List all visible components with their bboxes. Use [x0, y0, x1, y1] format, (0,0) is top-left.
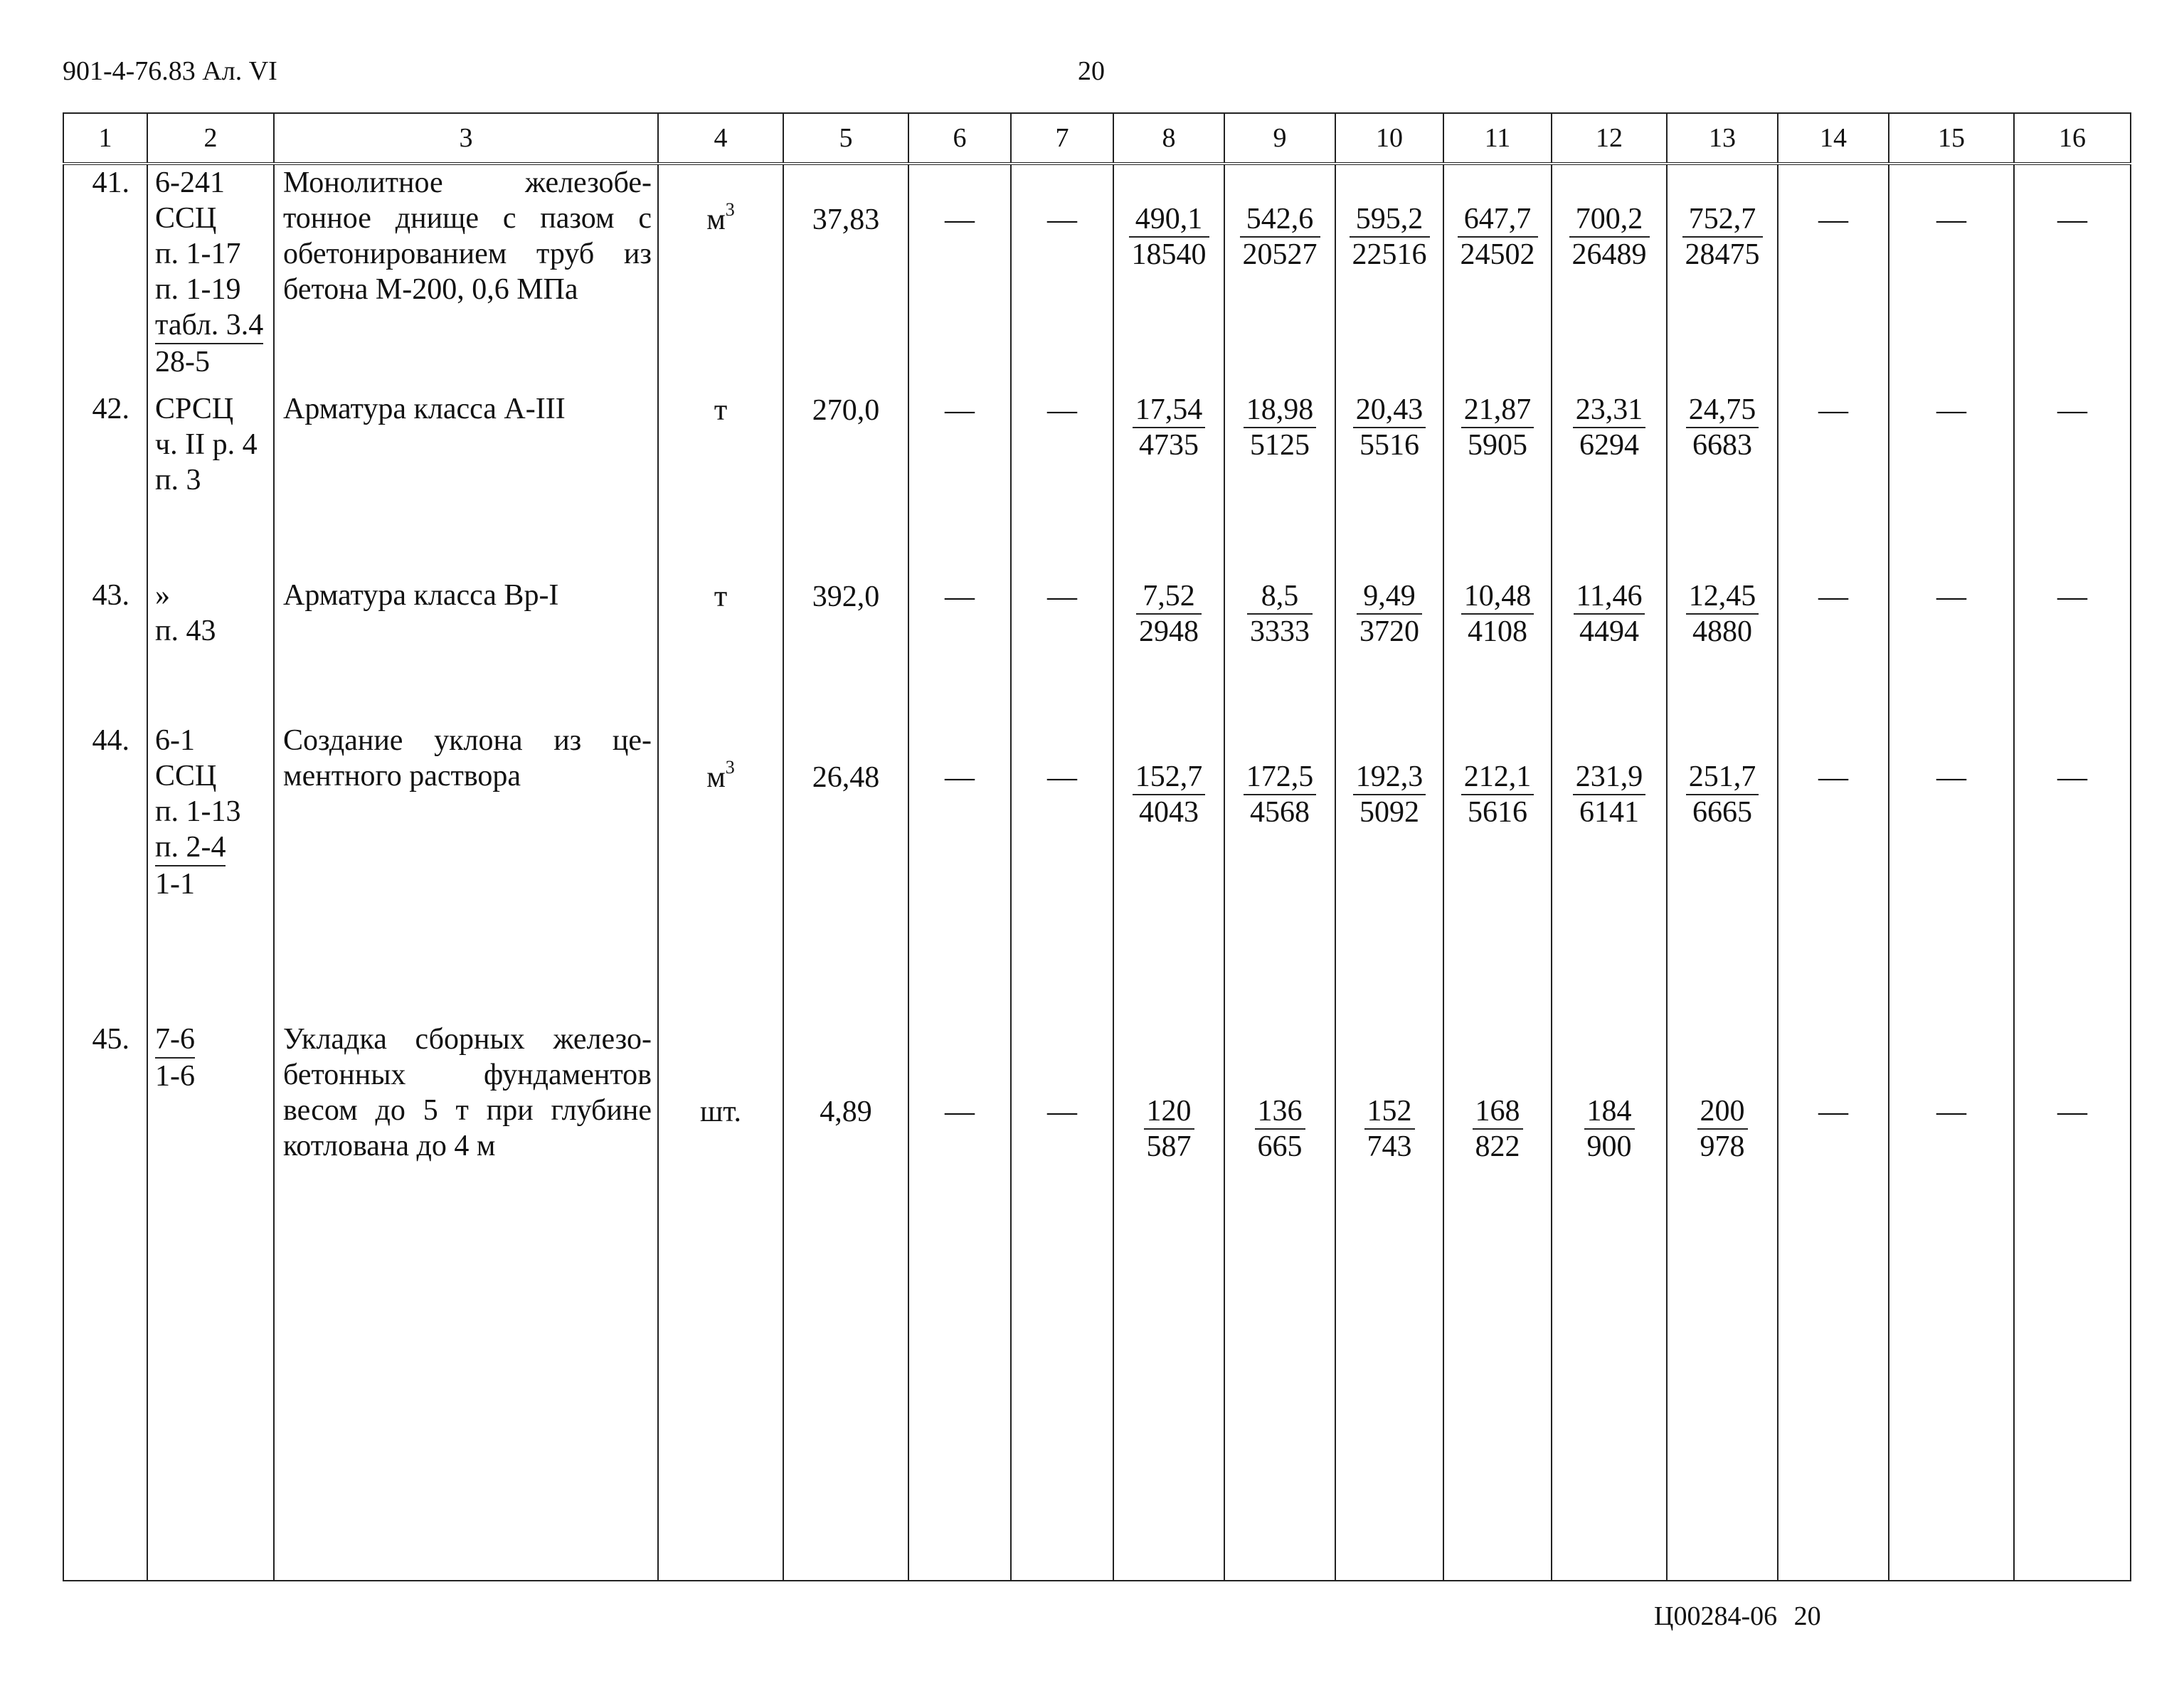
dash-cell: —: [908, 1022, 1011, 1581]
row-number: 42.: [63, 391, 147, 578]
value-fraction: [1255, 1094, 1305, 1164]
value-numerator: 595,2: [1350, 202, 1430, 238]
value-denominator: 6683: [1692, 429, 1752, 462]
description-line: Арматура класса Вр-I: [283, 579, 559, 612]
dash-cell: —: [2014, 391, 2131, 578]
unit-text: т: [714, 394, 728, 427]
value-denominator: 822: [1475, 1130, 1520, 1163]
description-line: обетонированием труб из: [283, 238, 652, 270]
row-number: 41.: [63, 164, 147, 391]
value-denominator: 4880: [1692, 615, 1752, 648]
column-header: 5: [783, 113, 908, 164]
value-numerator: 11,46: [1574, 579, 1645, 615]
description-cell: [274, 578, 658, 723]
value-cell: [1552, 723, 1667, 1022]
value-cell: [1552, 164, 1667, 391]
row-number: 44.: [63, 723, 147, 1022]
value-denominator: 4735: [1139, 429, 1199, 462]
value-numerator: 752,7: [1682, 202, 1763, 238]
value-numerator: 152,7: [1133, 760, 1206, 795]
dash-cell: —: [2014, 578, 2131, 723]
value-fraction: [1573, 393, 1646, 462]
value-numerator: 200: [1697, 1094, 1748, 1130]
dash-cell: —: [1889, 164, 2014, 391]
column-header: 10: [1335, 113, 1443, 164]
reference-cell: [147, 164, 274, 391]
value-cell: [1113, 164, 1224, 391]
dash-cell: —: [1778, 723, 1889, 1022]
value-fraction: [1461, 393, 1534, 462]
value-numerator: 8,5: [1247, 579, 1313, 615]
description-line: ментного раствора: [283, 760, 521, 792]
value-cell: [1443, 723, 1552, 1022]
page-number: 20: [1078, 56, 1105, 86]
value-fraction: [1129, 202, 1209, 272]
column-header: 1: [63, 113, 147, 164]
reference-line: 6-1: [155, 724, 195, 757]
reference-line: п. 1-13: [155, 795, 241, 828]
value-numerator: 24,75: [1686, 393, 1759, 428]
document-code: 901-4-76.83 Ал. VI: [63, 56, 277, 86]
description-cell: [274, 391, 658, 578]
column-header: 8: [1113, 113, 1224, 164]
quantity-cell: 4,89: [783, 1022, 908, 1581]
value-fraction: [1136, 579, 1202, 649]
column-header: 11: [1443, 113, 1552, 164]
quantity-cell: 270,0: [783, 391, 908, 578]
value-fraction: [1350, 202, 1430, 272]
description-line: Создание уклона из це-: [283, 724, 652, 757]
value-denominator: 3720: [1359, 615, 1419, 648]
value-cell: [1443, 578, 1552, 723]
value-fraction: [1247, 579, 1313, 649]
table-row: [63, 391, 2131, 578]
description-line: Укладка сборных железо-: [283, 1023, 652, 1056]
unit-text: шт.: [699, 1096, 742, 1128]
value-fraction: [1473, 1094, 1523, 1164]
value-numerator: 18,98: [1244, 393, 1317, 428]
value-numerator: 490,1: [1129, 202, 1209, 238]
reference-line: СРСЦ: [155, 393, 234, 425]
value-cell: [1224, 391, 1335, 578]
dash-cell: —: [908, 578, 1011, 723]
value-cell: [1667, 578, 1778, 723]
value-fraction: [1574, 579, 1645, 649]
value-denominator: 6294: [1579, 429, 1639, 462]
value-cell: [1667, 391, 1778, 578]
quantity-cell: 392,0: [783, 578, 908, 723]
value-numerator: 21,87: [1461, 393, 1534, 428]
value-cell: [1335, 1022, 1443, 1581]
value-denominator: 2948: [1139, 615, 1199, 648]
value-fraction: [1461, 579, 1534, 649]
value-denominator: 900: [1586, 1130, 1632, 1163]
column-header: 4: [658, 113, 783, 164]
value-denominator: 18540: [1131, 238, 1207, 271]
dash-cell: —: [908, 723, 1011, 1022]
reference-line: п. 3: [155, 464, 201, 497]
value-cell: [1113, 391, 1224, 578]
value-cell: [1552, 391, 1667, 578]
unit-cell: [658, 578, 783, 723]
value-fraction: [1461, 760, 1534, 829]
quantity-cell: 37,83: [783, 164, 908, 391]
dash-cell: —: [2014, 164, 2131, 391]
value-denominator: 978: [1700, 1130, 1745, 1163]
value-denominator: 5125: [1250, 429, 1310, 462]
value-numerator: 17,54: [1133, 393, 1206, 428]
value-numerator: 136: [1255, 1094, 1305, 1130]
value-denominator: 4043: [1139, 796, 1199, 829]
reference-fraction-top: 7-6: [155, 1022, 195, 1059]
column-header: 16: [2014, 113, 2131, 164]
reference-line: ССЦ: [155, 760, 217, 792]
reference-fraction-bottom: 1-6: [155, 1060, 195, 1093]
dash-cell: —: [2014, 723, 2131, 1022]
value-denominator: 28475: [1685, 238, 1760, 271]
value-cell: [1335, 578, 1443, 723]
dash-cell: —: [1011, 578, 1113, 723]
value-denominator: 3333: [1250, 615, 1310, 648]
reference-cell: [147, 1022, 274, 1581]
quantity-cell: 26,48: [783, 723, 908, 1022]
value-fraction: [1244, 393, 1317, 462]
table-header: [63, 113, 2131, 164]
value-cell: [1335, 723, 1443, 1022]
column-header: 9: [1224, 113, 1335, 164]
dash-cell: —: [1889, 1022, 2014, 1581]
footer-stamp: Ц00284-06 20: [1654, 1601, 1821, 1631]
column-header: 2: [147, 113, 274, 164]
reference-line: ч. II р. 4: [155, 428, 258, 461]
reference-line: п. 1-17: [155, 238, 241, 270]
value-denominator: 5516: [1359, 429, 1419, 462]
value-fraction: [1353, 393, 1426, 462]
description-line: Арматура класса А-III: [283, 393, 566, 425]
value-fraction: [1573, 760, 1646, 829]
dash-cell: —: [1778, 1022, 1889, 1581]
value-fraction: [1240, 202, 1320, 272]
value-fraction: [1569, 202, 1650, 272]
description-cell: [274, 164, 658, 391]
value-cell: [1667, 1022, 1778, 1581]
table-row: [63, 723, 2131, 1022]
reference-line: п. 1-19: [155, 273, 241, 306]
dash-cell: —: [1011, 1022, 1113, 1581]
unit-text: м: [706, 203, 726, 236]
unit-cell: [658, 164, 783, 391]
reference-line: »: [155, 579, 170, 612]
value-fraction: [1458, 202, 1538, 272]
value-cell: [1552, 578, 1667, 723]
dash-cell: —: [1778, 164, 1889, 391]
reference-line: ССЦ: [155, 202, 217, 235]
value-denominator: 22516: [1352, 238, 1427, 271]
value-cell: [1113, 578, 1224, 723]
value-denominator: 20527: [1242, 238, 1318, 271]
value-fraction: [1364, 1094, 1415, 1164]
column-header: 15: [1889, 113, 2014, 164]
dash-cell: —: [908, 164, 1011, 391]
column-header: 13: [1667, 113, 1778, 164]
value-fraction: [1353, 760, 1426, 829]
description-line: тонное днище с пазом с: [283, 202, 652, 235]
value-denominator: 5905: [1468, 429, 1527, 462]
description-line: бетона М-200, 0,6 МПа: [283, 273, 578, 306]
value-cell: [1443, 164, 1552, 391]
unit-superscript: 3: [725, 199, 735, 220]
dash-cell: —: [1889, 723, 2014, 1022]
column-header: 7: [1011, 113, 1113, 164]
reference-cell: [147, 723, 274, 1022]
value-denominator: 6665: [1692, 796, 1752, 829]
value-numerator: 12,45: [1686, 579, 1759, 615]
value-numerator: 120: [1144, 1094, 1194, 1130]
reference-fraction-bottom: 28-5: [155, 346, 210, 378]
value-denominator: 4494: [1579, 615, 1639, 648]
unit-cell: [658, 1022, 783, 1581]
value-denominator: 4108: [1468, 615, 1527, 648]
description-line: бетонных фундаментов: [283, 1059, 652, 1091]
value-denominator: 5616: [1468, 796, 1527, 829]
dash-cell: —: [1889, 391, 2014, 578]
value-denominator: 5092: [1359, 796, 1419, 829]
value-fraction: [1686, 760, 1759, 829]
value-numerator: 7,52: [1136, 579, 1202, 615]
value-cell: [1224, 578, 1335, 723]
value-numerator: 251,7: [1686, 760, 1759, 795]
description-cell: [274, 723, 658, 1022]
dash-cell: —: [1011, 391, 1113, 578]
value-denominator: 24502: [1460, 238, 1535, 271]
table-row: [63, 578, 2131, 723]
dash-cell: —: [1011, 164, 1113, 391]
dash-cell: —: [1011, 723, 1113, 1022]
reference-cell: [147, 391, 274, 578]
table-body: [63, 164, 2131, 1581]
value-denominator: 26489: [1571, 238, 1647, 271]
dash-cell: —: [1778, 578, 1889, 723]
value-numerator: 152: [1364, 1094, 1415, 1130]
value-cell: [1552, 1022, 1667, 1581]
value-numerator: 184: [1584, 1094, 1635, 1130]
value-cell: [1335, 164, 1443, 391]
value-fraction: [1686, 393, 1759, 462]
column-header: 14: [1778, 113, 1889, 164]
value-denominator: 4568: [1250, 796, 1310, 829]
row-number: 45.: [63, 1022, 147, 1581]
description-cell: [274, 1022, 658, 1581]
value-numerator: 172,5: [1244, 760, 1317, 795]
column-header: 3: [274, 113, 658, 164]
value-cell: [1443, 391, 1552, 578]
value-cell: [1224, 164, 1335, 391]
value-numerator: 700,2: [1569, 202, 1650, 238]
unit-cell: [658, 391, 783, 578]
value-fraction: [1697, 1094, 1748, 1164]
reference-cell: [147, 578, 274, 723]
value-numerator: 20,43: [1353, 393, 1426, 428]
value-numerator: 168: [1473, 1094, 1523, 1130]
value-fraction: [1244, 760, 1317, 829]
reference-line: 6-241: [155, 166, 225, 199]
dash-cell: —: [908, 391, 1011, 578]
dash-cell: —: [1889, 578, 2014, 723]
value-cell: [1667, 164, 1778, 391]
value-numerator: 10,48: [1461, 579, 1534, 615]
value-fraction: [1682, 202, 1763, 272]
value-fraction: [1133, 393, 1206, 462]
description-line: котлована до 4 м: [283, 1130, 496, 1162]
value-cell: [1443, 1022, 1552, 1581]
row-number: 43.: [63, 578, 147, 723]
value-cell: [1335, 391, 1443, 578]
unit-cell: [658, 723, 783, 1022]
reference-fraction-top: табл. 3.4: [155, 307, 263, 344]
value-numerator: 9,49: [1357, 579, 1422, 615]
value-denominator: 743: [1367, 1130, 1412, 1163]
table-row: [63, 164, 2131, 391]
value-fraction: [1686, 579, 1759, 649]
value-cell: [1113, 1022, 1224, 1581]
value-cell: [1113, 723, 1224, 1022]
estimate-table: [63, 112, 2131, 1581]
dash-cell: —: [2014, 1022, 2131, 1581]
description-line: Монолитное железобе-: [283, 166, 652, 199]
value-numerator: 647,7: [1458, 202, 1538, 238]
value-denominator: 665: [1257, 1130, 1303, 1163]
value-fraction: [1133, 760, 1206, 829]
value-denominator: 587: [1146, 1130, 1192, 1163]
unit-superscript: 3: [725, 757, 735, 778]
value-fraction: [1584, 1094, 1635, 1164]
dash-cell: —: [1778, 391, 1889, 578]
unit-text: м: [706, 761, 726, 794]
reference-fraction-top: п. 2-4: [155, 829, 226, 866]
value-numerator: 212,1: [1461, 760, 1534, 795]
reference-line: п. 43: [155, 615, 216, 647]
value-numerator: 231,9: [1573, 760, 1646, 795]
value-denominator: 6141: [1579, 796, 1639, 829]
description-line: весом до 5 т при глубине: [283, 1094, 652, 1127]
unit-text: т: [714, 580, 728, 613]
value-fraction: [1357, 579, 1422, 649]
column-header: 12: [1552, 113, 1667, 164]
value-cell: [1224, 723, 1335, 1022]
value-cell: [1224, 1022, 1335, 1581]
column-header: 6: [908, 113, 1011, 164]
reference-fraction-bottom: 1-1: [155, 868, 195, 901]
value-numerator: 23,31: [1573, 393, 1646, 428]
value-fraction: [1144, 1094, 1194, 1164]
value-cell: [1667, 723, 1778, 1022]
value-numerator: 192,3: [1353, 760, 1426, 795]
value-numerator: 542,6: [1240, 202, 1320, 238]
table-row: [63, 1022, 2131, 1581]
